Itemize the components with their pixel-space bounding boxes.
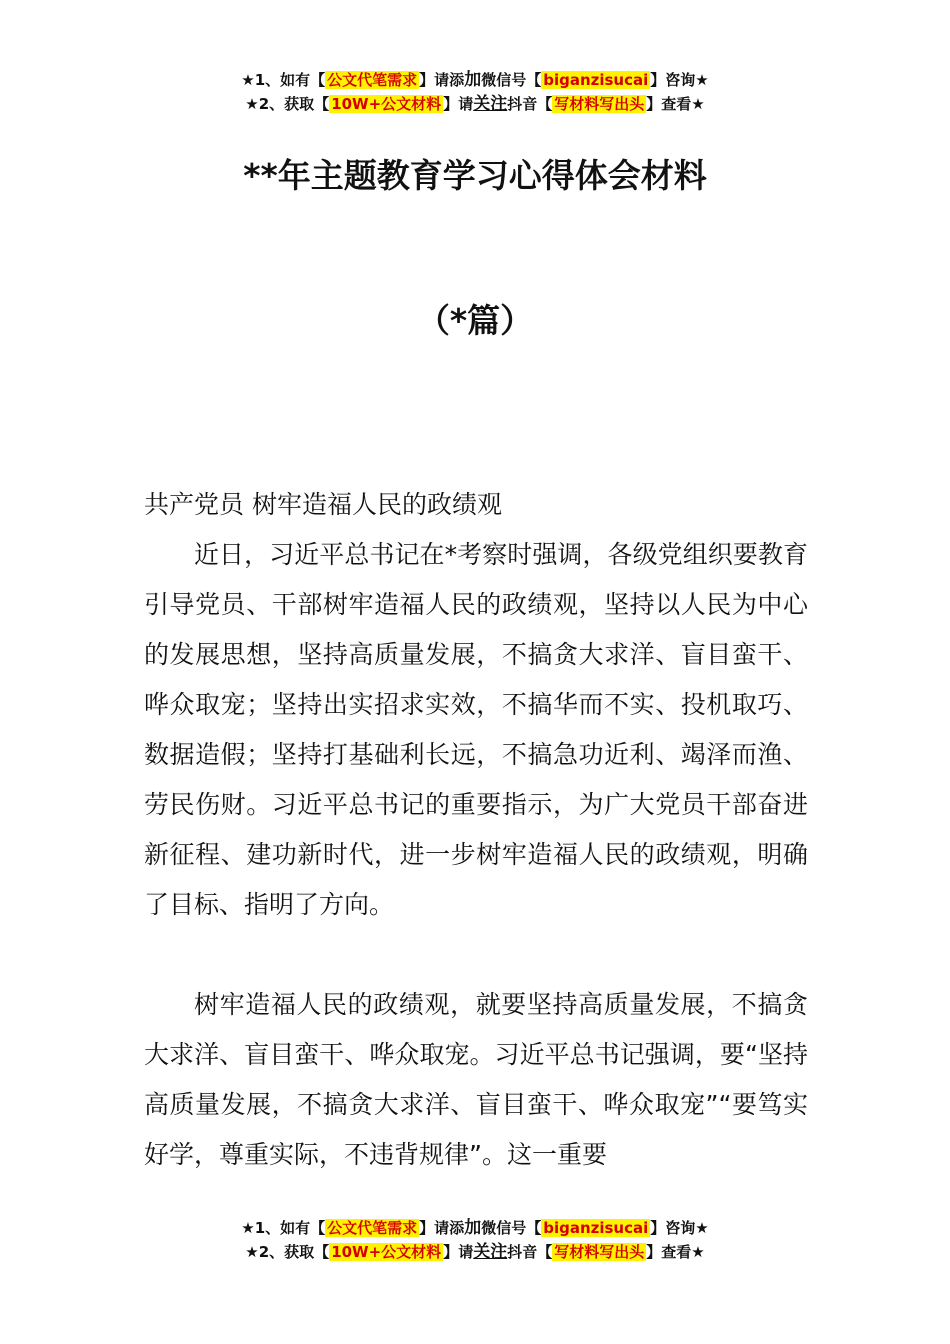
banner-douyin-id: 写材料写出头 xyxy=(554,1243,645,1261)
paragraph: 树牢造福人民的政绩观，就要坚持高质量发展，不搞贪大求洋、盲目蛮干、哗众取宠。习近平总书记强调，要“坚持高质量发展，不搞贪大求洋、盲目蛮干、哗众取宠”“要笃实好学，尊重实际，不违背规律”。这一重要 xyxy=(144,990,808,1169)
banner-text: 】请 xyxy=(443,95,474,113)
banner-highlight: 10W+公文材料 xyxy=(331,1243,442,1261)
banner-highlight: 10W+公文材料 xyxy=(331,95,442,113)
banner-text: 】咨询★ xyxy=(650,1219,709,1237)
document-subtitle: （*篇） xyxy=(416,301,534,340)
banner-text: ★1、如有【 xyxy=(241,71,326,89)
banner-text: 微信号【 xyxy=(481,71,542,89)
banner-emphasis: 关注 xyxy=(473,94,508,114)
banner-text: 】查看★ xyxy=(646,1243,705,1261)
banner-text: ★1、如有【 xyxy=(241,1219,326,1237)
banner-text: 微信号【 xyxy=(481,1219,542,1237)
banner-text: 抖音【 xyxy=(507,1243,553,1261)
banner-text: ★2、获取【 xyxy=(245,1243,330,1261)
paragraph: 近日，习近平总书记在*考察时强调，各级党组织要教育引导党员、干部树牢造福人民的政绩观，坚持以人民为中心的发展思想，坚持高质量发展，不搞贪大求洋、盲目蛮干、哗众取宠；坚持出实招求实效，不搞华而不实、投机取巧、数据造假；坚持打基础利长远，不搞急功近利、竭泽而渔、劳民伤财。习近平总书记的重要指示，为广大党员干部奋进新征程、建功新时代，进一步树牢造福人民的政绩观，明确了目标、指明了方向。 xyxy=(144,540,808,919)
section-heading: 共产党员 树牢造福人民的政绩观 xyxy=(144,490,502,519)
banner-line-1 xyxy=(0,1216,950,1240)
document-title: **年主题教育学习心得体会材料 xyxy=(243,156,707,195)
banner-line-2 xyxy=(0,1240,950,1264)
banner-wechat-id: biganzisucai xyxy=(543,71,649,89)
banner-highlight: 公文代笔需求 xyxy=(327,71,418,89)
banner-emphasis: 关注 xyxy=(473,1242,508,1262)
banner-highlight: 公文代笔需求 xyxy=(327,1219,418,1237)
top-banner xyxy=(0,68,950,116)
banner-text: 抖音【 xyxy=(507,95,553,113)
banner-wechat-id: biganzisucai xyxy=(543,1219,649,1237)
banner-text: 】请 xyxy=(443,1243,474,1261)
banner-text: 】请添 xyxy=(419,1219,465,1237)
banner-douyin-id: 写材料写出头 xyxy=(554,95,645,113)
banner-emphasis: 加 xyxy=(464,1218,482,1238)
banner-emphasis: 加 xyxy=(464,70,482,90)
banner-text: 】请添 xyxy=(419,71,465,89)
banner-line-2 xyxy=(0,92,950,116)
banner-text: 】咨询★ xyxy=(650,71,709,89)
banner-text: 】查看★ xyxy=(646,95,705,113)
bottom-banner xyxy=(0,1216,950,1264)
banner-line-1 xyxy=(0,68,950,92)
banner-text: ★2、获取【 xyxy=(245,95,330,113)
